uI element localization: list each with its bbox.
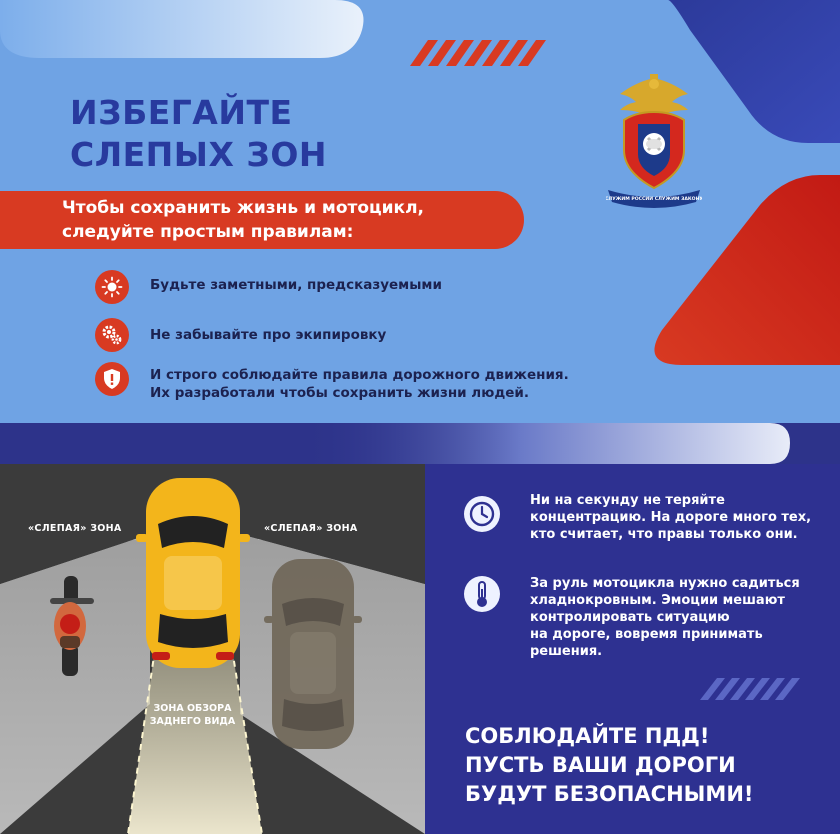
left-blind-zone-label: «СЛЕПАЯ» ЗОНА (28, 523, 122, 534)
strip-decoration (0, 423, 840, 464)
rule-item (95, 362, 695, 401)
rule-text: Не забывайте про экипировку (150, 327, 387, 343)
sun-icon (95, 270, 129, 304)
rule-text: И строго соблюдайте правила дорожного движения. Их разработали чтобы сохранить жизни людей. (150, 367, 569, 401)
grey-car (264, 559, 362, 749)
separator-strip (0, 423, 840, 464)
road-scene (0, 464, 425, 834)
clock-icon (464, 496, 500, 532)
page-title: ИЗБЕГАЙТЕ СЛЕПЫХ ЗОН (70, 93, 328, 174)
road-illustration (0, 464, 425, 834)
banner-text: Чтобы сохранить жизнь и мотоцикл, следуйте простым правилам: (62, 198, 424, 242)
right-blind-zone-label: «СЛЕПАЯ» ЗОНА (264, 523, 358, 534)
rule-item (95, 270, 695, 306)
gears-icon (95, 318, 129, 352)
rule-item (95, 318, 695, 354)
shield-icon (95, 362, 129, 396)
rear-view-zone-label: ЗОНА ОБЗОРА ЗАДНЕГО ВИДА (149, 703, 236, 727)
final-slogan: СОБЛЮДАЙТЕ ПДД! ПУСТЬ ВАШИ ДОРОГИ БУДУТ БЕЗОПАСНЫМИ! (465, 724, 754, 806)
tip-text: Ни на секунду не теряйте концентрацию. На дороге много тех, кто считает, что правы только они. (530, 493, 812, 542)
rule-text: Будьте заметными, предсказуемыми (150, 277, 442, 293)
tip-text: За руль мотоцикла нужно садиться хладнокровным. Эмоции мешают контролировать ситуацию на дороге, вовремя принимать решения. (530, 576, 800, 659)
emblem-ribbon-text: СЛУЖИМ РОССИИ СЛУЖИМ ЗАКОНУ (606, 197, 702, 202)
police-emblem-icon (606, 72, 702, 210)
thermometer-icon (464, 576, 500, 612)
tips-panel (425, 464, 840, 834)
yellow-car (136, 478, 250, 668)
